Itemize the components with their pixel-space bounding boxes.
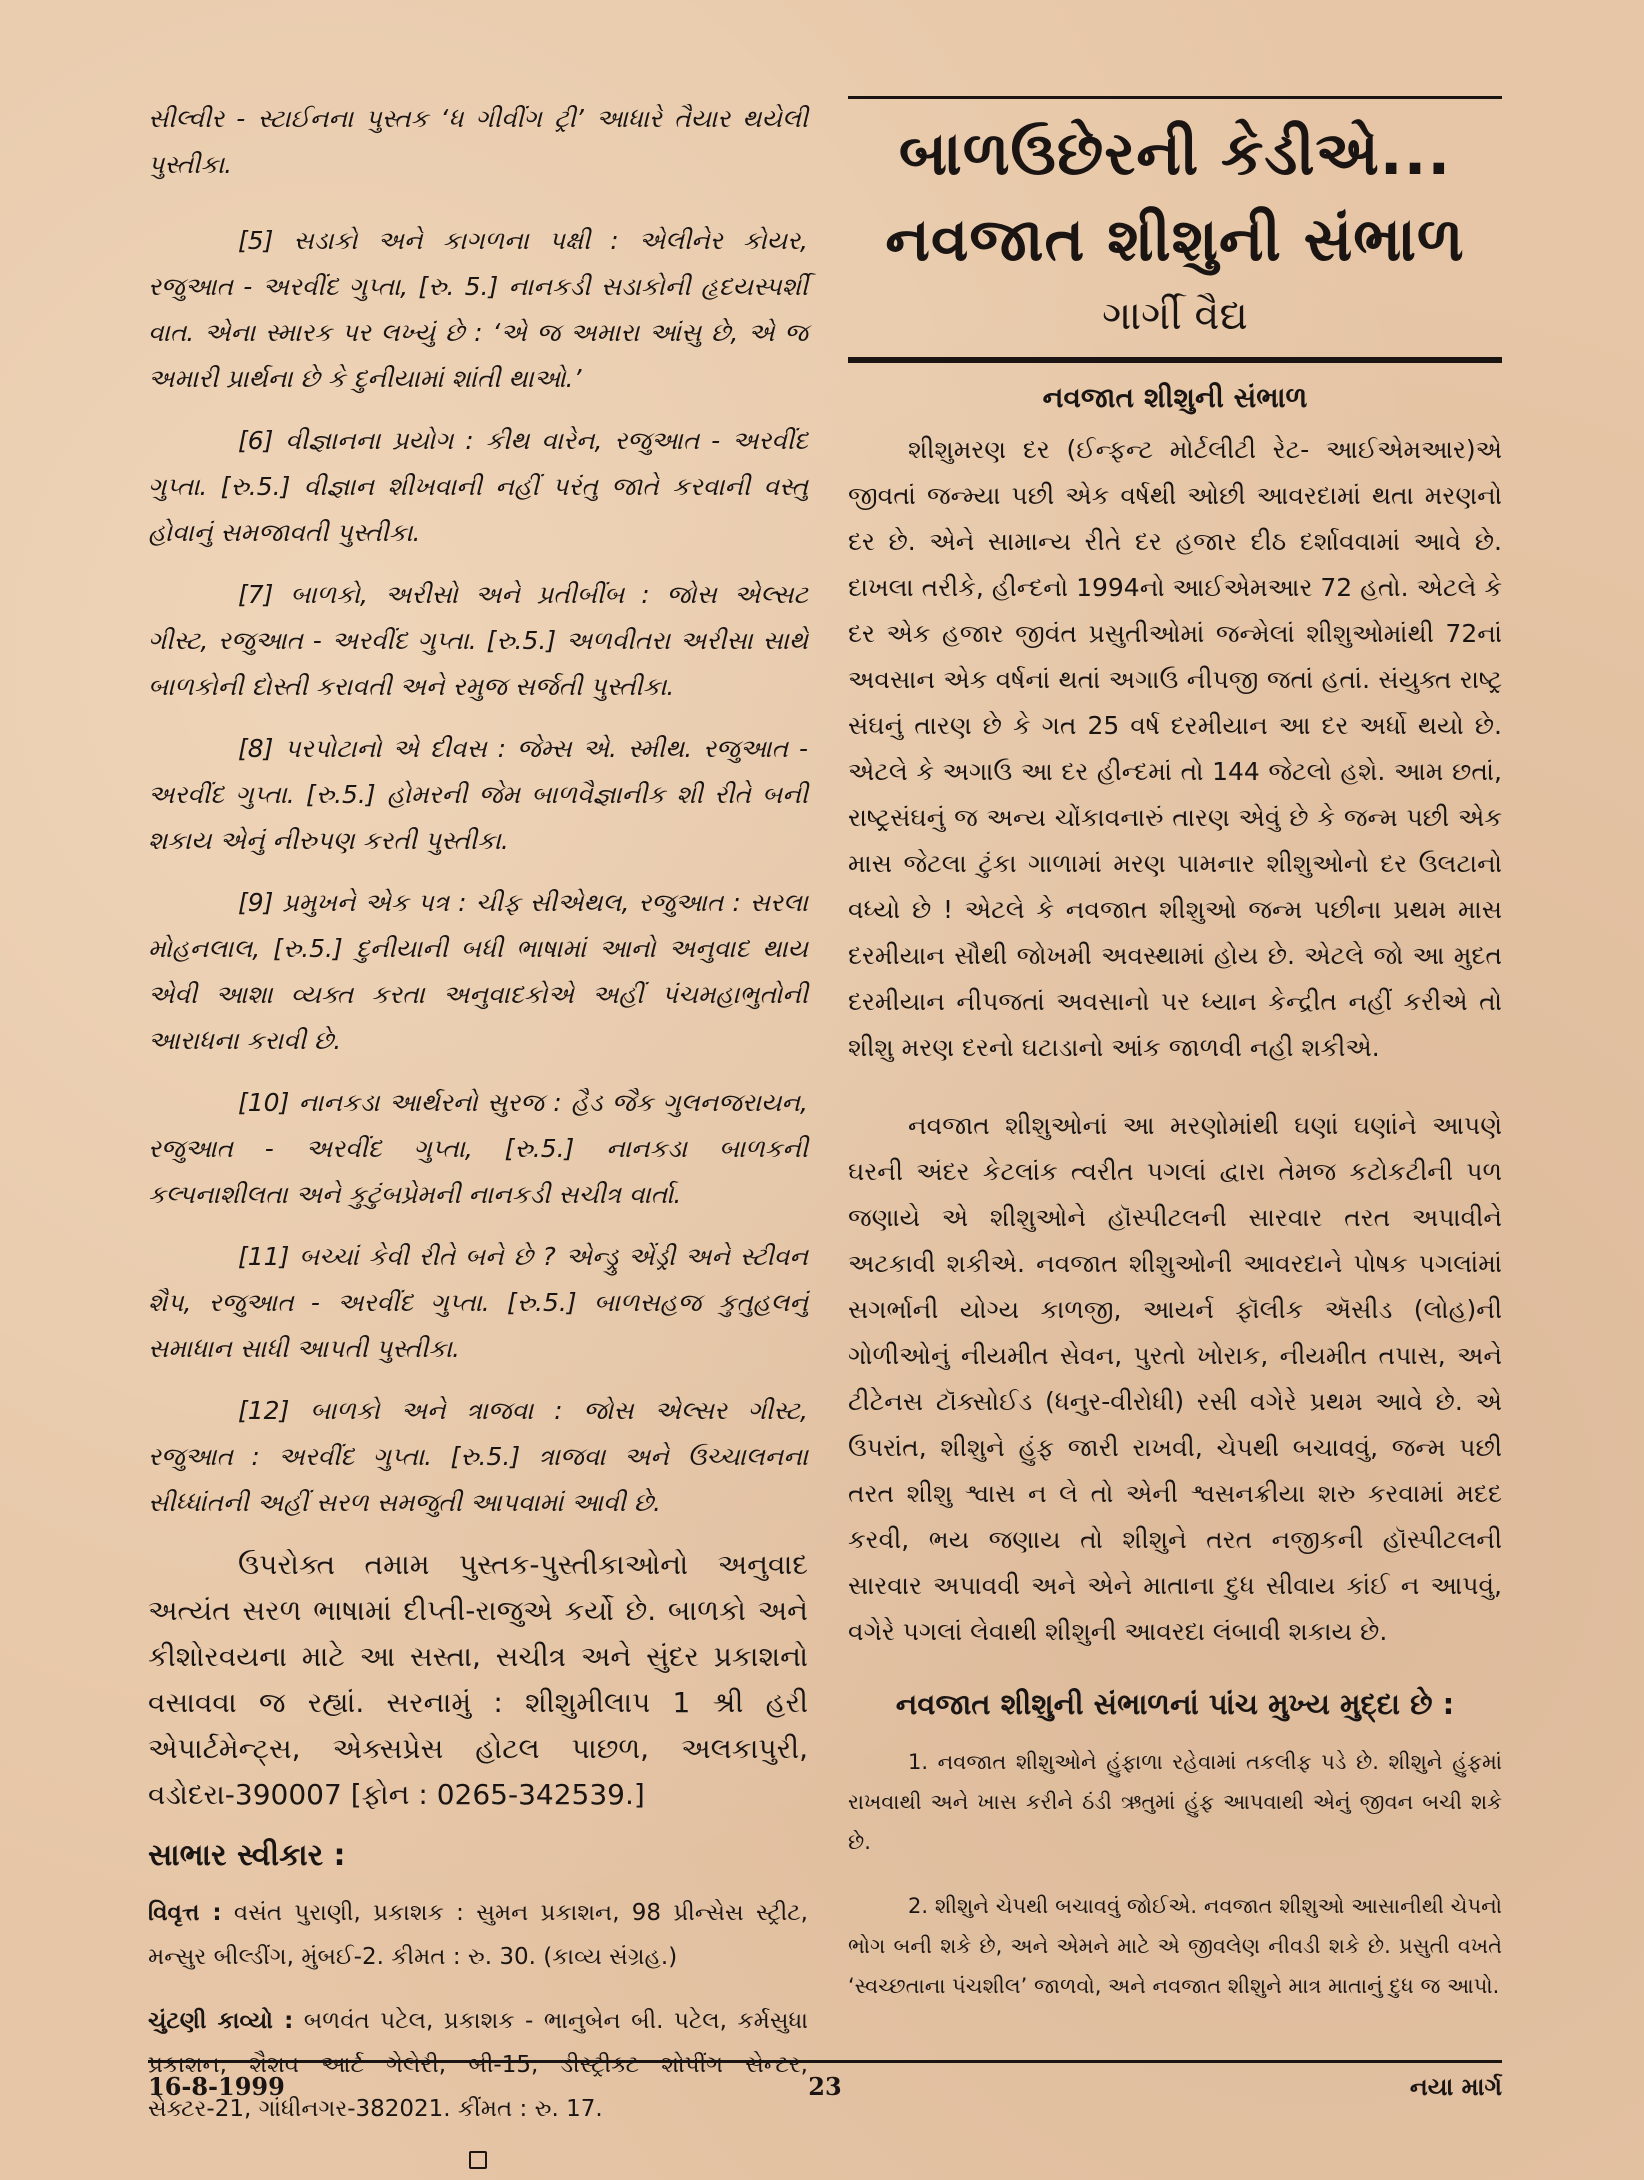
title-top-rule	[848, 96, 1502, 99]
article-paragraph-1: શીશુમરણ દર (ઈન્ફન્ટ મોર્ટલીટી રેટ- આઈએમઆર)એ જીવતાં જન્મ્યા પછી એક વર્ષથી ઓછી આવરદામાં થતા મરણનો દર છે. એને સામાન્ય રીતે દર હજાર દીઠ દર્શાવવામાં આવે છે. દાખલા તરીકે, હીન્દનો 1994નો આઈએમઆર 72 હતો. એટલે કે દર એક હજાર જીવંત પ્રસુતીઓમાં જન્મેલાં શીશુઓમાંથી 72નાં અવસાન એક વર્ષનાં થતાં અગાઉ નીપજી જતાં હતાં. સંયુક્ત રાષ્ટ્ર સંઘનું તારણ છે કે ગત 25 વર્ષ દરમીયાન આ દર અર્ધો થયો છે. એટલે કે અગાઉ આ દર હીન્દમાં તો 144 જેટલો હશે. આમ છતાં, રાષ્ટ્રસંઘનું જ અન્ય ચોંકાવનારું તારણ એવું છે કે જન્મ પછી એક માસ જેટલા ટુંકા ગાળામાં મરણ પામનાર શીશુઓનો દર ઉલટાનો વધ્યો છે ! એટલે કે નવજાત શીશુઓ જન્મ પછીના પ્રથમ માસ દરમીયાન સૌથી જોખમી અવસ્થામાં હોય છે. એટલે જો આ મુદત દરમીયાન નીપજતાં અવસાનો પર ધ્યાન કેન્દ્રીત નહીં કરીએ તો શીશુ મરણ દરનો ઘટાડાનો આંક જાળવી નહી શકીએ.	[848, 435, 1502, 1062]
book-entry-5: [5] સડાકો અને કાગળના પક્ષી : એલીનેર કોયર, રજુઆત - અરવીંદ ગુપ્તા, [રુ. 5.] નાનકડી સડાકોની હૃદયસ્પર્શી વાત. એના સ્મારક પર લખ્યું છે : ‘એ જ અમારા આંસુ છે, એ જ અમારી પ્રાર્થના છે કે દુનીયામાં શાંતી થાઓ.’	[148, 226, 808, 393]
book-entry-7: [7] બાળકો, અરીસો અને પ્રતીબીંબ : જોસ એલ્સટ ગીસ્ટ, રજુઆત - અરવીંદ ગુપ્તા. [રુ.5.] અળવીતરા અરીસા સાથે બાળકોની દોસ્તી કરાવતી અને રમુજ સર્જતી પુસ્તીકા.	[148, 580, 808, 701]
book-entry-12: [12] બાળકો અને ત્રાજવા : જોસ એલ્સર ગીસ્ટ, રજુઆત : અરવીંદ ગુપ્તા. [રુ.5.] ત્રાજવા અને ઉચ્ચાલનના સીધ્ધાંતની અહીં સરળ સમજુતી આપવામાં આવી છે.	[148, 1396, 808, 1517]
article-subheading: નવજાત શીશુની સંભાળ	[1042, 381, 1308, 414]
title-bottom-rule	[848, 357, 1502, 363]
article-paragraph-2: નવજાત શીશુઓનાં આ મરણોમાંથી ઘણાં ઘણાંને આપણે ઘરની અંદર કેટલાંક ત્વરીત પગલાં દ્વારા તેમજ કટોકટીની પળ જણાયે એ શીશુઓને હૉસ્પીટલની સારવાર તરત અપાવીને અટકાવી શકીએ. નવજાત શીશુઓની આવરદાને પોષક પગલાંમાં સગર્ભાની યોગ્ય કાળજી, આયર્ન ફૉલીક ઍસીડ (લોહ)ની ગોળીઓનું નીયમીત સેવન, પુરતો ખોરાક, નીયમીત તપાસ, અને ટીટેનસ ટૉક્સોઈડ (ધનુર-વીરોધી) રસી વગેરે પ્રથમ આવે છે. એ ઉપરાંત, શીશુને હુંફ જારી રાખવી, ચેપથી બચાવવું, જન્મ પછી તરત શીશુ શ્વાસ ન લે તો એની શ્વસનક્રીયા શરુ કરવામાં મદદ કરવી, ભય જણાય તો શીશુને તરત નજીકની હૉસ્પીટલની સારવાર અપાવવી અને એને માતાના દુધ સીવાય કાંઈ ન આપવું, વગેરે પગલાં લેવાથી શીશુની આવરદા લંબાવી શકાય છે.	[848, 1111, 1502, 1646]
page-footer	[148, 2072, 1502, 2112]
summary-paragraph: ઉપરોક્ત તમામ પુસ્તક-પુસ્તીકાઓનો અનુવાદ અત્યંત સરળ ભાષામાં દીપ્તી-રાજુએ કર્યો છે. બાળકો અને કીશોરવયના માટે આ સસ્તા, સચીત્ર અને સુંદર પ્રકાશનો વસાવવા જ રહ્યાં. સરનામું : શીશુમીલાપ 1 શ્રી હરી એપાર્ટમેન્ટ્સ, એક્સપ્રેસ હોટલ પાછળ, અલકાપુરી, વડોદરા-390007 [ફોન : 0265-342539.]	[148, 1548, 808, 1811]
right-column	[848, 96, 1502, 2030]
article-title-line1: બાળઉછેરની કેડીએ...	[898, 119, 1452, 189]
key-point-1: 1. નવજાત શીશુઓને હુંફાળા રહેવામાં તકલીફ પડે છે. શીશુને હુંફમાં રાખવાથી અને ખાસ કરીને ઠંડી ઋતુમાં હુંફ આપવાથી એનું જીવન બચી શકે છે.	[848, 1750, 1502, 1854]
book-entry-9: [9] પ્રમુખને એક પત્ર : ચીફ સીએથલ, રજુઆત : સરલા મોહનલાલ, [રુ.5.] દુનીયાની બધી ભાષામાં આનો અનુવાદ થાય એવી આશા વ્યક્ત કરતા અનુવાદકોએ અહીં પંચમહાભુતોની આરાધના કરાવી છે.	[148, 888, 808, 1055]
ack-text-2: બળવંત પટેલ, પ્રકાશક - ભાનુબેન બી. પટેલ, કર્મસુધા પ્રકાશન, શૈશવ આર્ટ ગેલેરી, બી-15, ડીસ્ટ્રીક્ટ શોપીંગ સેન્ટર, સેક્ટર-21, ગાંધીનગર-382021. કીંમત : રુ. 17.	[148, 2008, 808, 2122]
article-author: ગાર્ગી વૈદ્ય	[1102, 293, 1248, 339]
key-point-2: 2. શીશુને ચેપથી બચાવવું જોઈએ. નવજાત શીશુઓ આસાનીથી ચેપનો ભોગ બની શકે છે, અને એમને માટે એ જીવલેણ નીવડી શકે છે. પ્રસુતી વખતે ‘સ્વચ્છતાના પંચશીલ’ જાળવો, અને નવજાત શીશુને માત્ર માતાનું દુધ જ આપો.	[848, 1894, 1502, 1998]
end-mark	[148, 2151, 808, 2173]
intro-continuation: સીલ્વીર - સ્ટાઈનના પુસ્તક ‘ધ ગીવીંગ ટ્રી’ આધારે તૈયાર થયેલી પુસ્તીકા.	[148, 104, 808, 179]
footer-rule	[148, 2060, 1502, 2063]
ack-title-1: વિવૃત્ત :	[148, 1900, 222, 1926]
acknowledgement-heading: સાભાર સ્વીકાર :	[148, 1838, 346, 1873]
left-column	[148, 96, 808, 2173]
ack-text-1: વસંત પુરાણી, પ્રકાશક : સુમન પ્રકાશન, 98 પ્રીન્સેસ સ્ટ્રીટ, મન્સુર બીલ્ડીંગ, મુંબઈ-2. કીમત : રુ. 30. (કાવ્ય સંગ્રહ.)	[148, 1900, 808, 1970]
footer-date: 16-8-1999	[148, 2072, 285, 2101]
footer-publication: નયા માર્ગ	[1409, 2072, 1502, 2101]
ack-title-2: ચુંટણી કાવ્યો :	[148, 2008, 294, 2034]
article-title-line2: નવજાત શીશુની સંભાળ	[885, 205, 1465, 275]
book-entry-6: [6] વીજ્ઞાનના પ્રયોગ : કીથ વારેન, રજુઆત - અરવીંદ ગુપ્તા. [રુ.5.] વીજ્ઞાન શીખવાની નહીં પરંતુ જાતે કરવાની વસ્તુ હોવાનું સમજાવતી પુસ્તીકા.	[148, 426, 808, 547]
book-entry-11: [11] બચ્ચાં કેવી રીતે બને છે ? એન્ડ્રુ એંડ્રી અને સ્ટીવન શૈપ, રજુઆત - અરવીંદ ગુપ્તા. [રુ.5.] બાળસહજ કુતુહલનું સમાધાન સાધી આપતી પુસ્તીકા.	[148, 1242, 808, 1363]
end-square-icon	[469, 2151, 487, 2169]
book-entry-10: [10] નાનકડા આર્થરનો સુરજ : હૈડ જૈક ગુલનજરાયન, રજુઆત - અરવીંદ ગુપ્તા, [રુ.5.] નાનકડા બાળકની કલ્પનાશીલતા અને કુટુંબપ્રેમની નાનકડી સચીત્ર વાર્તા.	[148, 1088, 808, 1209]
key-points-heading: નવજાત શીશુની સંભાળનાં પાંચ મુખ્ય મુદ્દા છે :	[895, 1687, 1455, 1721]
footer-page-number: 23	[808, 2072, 842, 2101]
book-entry-8: [8] પરપોટાનો એ દીવસ : જેમ્સ એ. સ્મીથ. રજુઆત - અરવીંદ ગુપ્તા. [રુ.5.] હોમરની જેમ બાળવૈજ્ઞાનીક શી રીતે બની શકાય એનું નીરુપણ કરતી પુસ્તીકા.	[148, 734, 808, 855]
acknowledgement-entry-1	[148, 1891, 808, 1979]
